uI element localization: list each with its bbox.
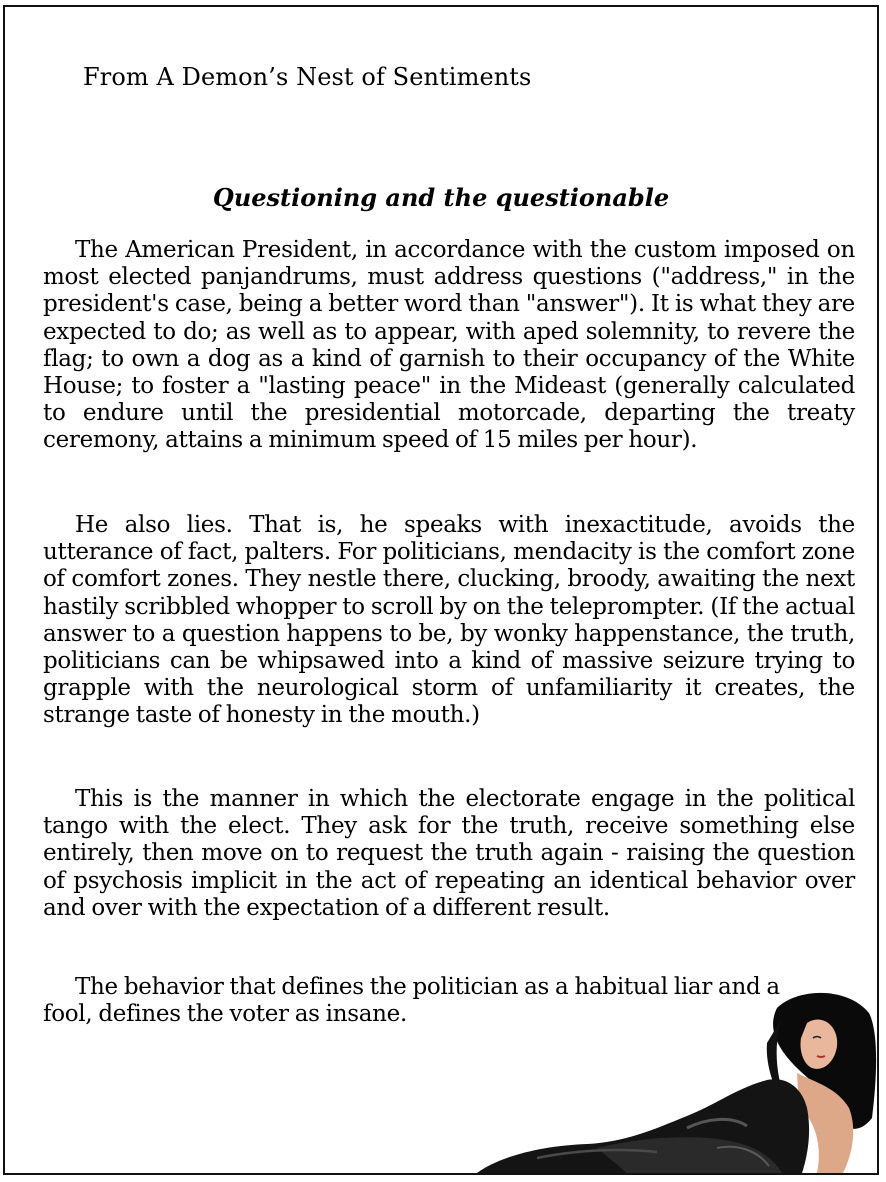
reclining-woman-illustration — [477, 988, 877, 1173]
paragraph-2: He also lies. That is, he speaks with inexactitude, avoids the utterance of fact, palters. For politicians, mendacity is the comfort zone of comfort zones. They nestle there, clucking, broody, awaiting the next hastily scribbled whopper to scroll by on the teleprompter. (If the actual answer to a question happens to be, by wonky happenstance, the truth, politicians can be whipsawed into a kind of massive seizure trying to grapple with the neurological storm of unfamiliarity it creates, the strange taste of honesty in the mouth.) — [43, 512, 855, 729]
essay-title: Questioning and the questionable — [212, 183, 670, 212]
paragraph-3: This is the manner in which the electorate engage in the political tango with the elect. They ask for the truth, receive something else entirely, then move on to request the truth again - raising the question of psychosis implicit in the act of repeating an identical behavior over and over with the expectation of a different result. — [43, 786, 855, 921]
paragraph-1: The American President, in accordance with the custom imposed on most elected panjandrums, must address questions ("address," in the president's case, being a better word than "answer"). It is what they are expected to do; as well as to appear, with aped solemnity, to revere the flag; to own a dog as a kind of garnish to their occupancy of the White House; to foster a "lasting peace" in the Mideast (generally calculated to endure until the presidential motorcade, departing the treaty ceremony, attains a minimum speed of 15 miles per hour). — [43, 237, 855, 454]
paragraph-4: The behavior that defines the politician as a habitual liar and a fool, defines the voter as insane. — [43, 974, 780, 1028]
collection-heading: From A Demon’s Nest of Sentiments — [83, 63, 532, 91]
page-frame — [3, 5, 879, 1175]
